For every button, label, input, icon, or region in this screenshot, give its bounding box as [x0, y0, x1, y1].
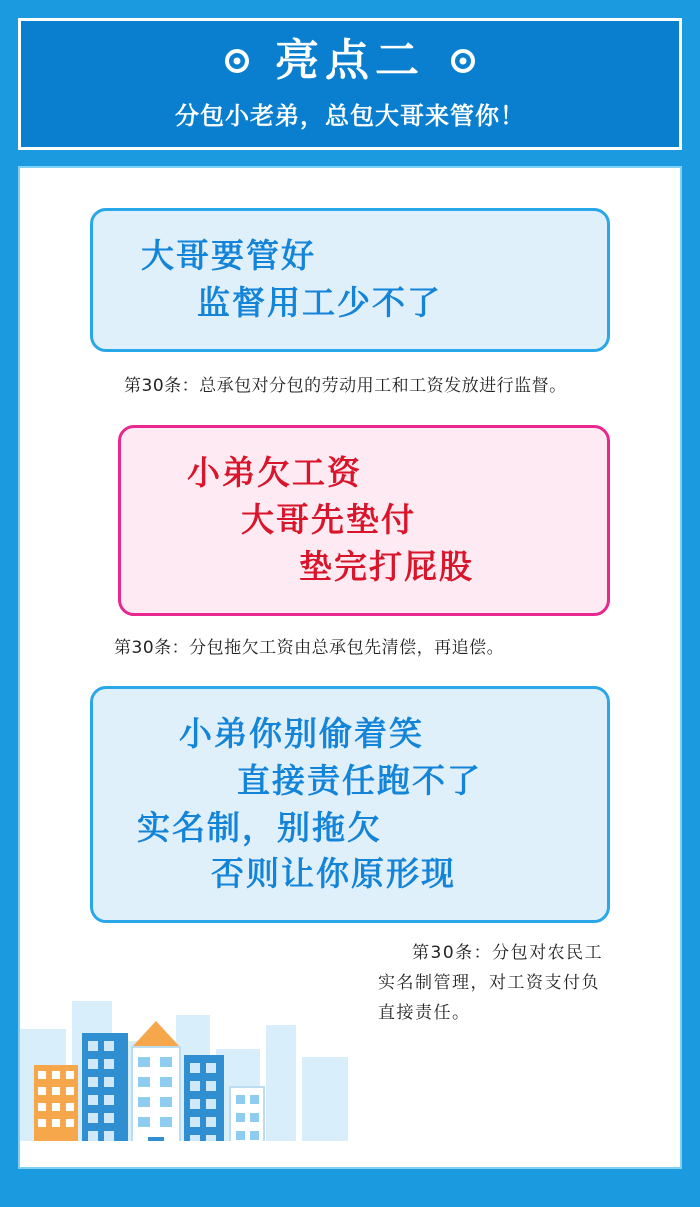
slogan-line: 小弟欠工资: [187, 453, 362, 493]
poster-header: [18, 18, 682, 150]
page-title: 亮点二: [275, 35, 425, 87]
circle-dot-icon-right: [451, 49, 475, 73]
slogan-line: 监督用工少不了: [197, 282, 442, 322]
content-panel: [18, 166, 682, 1169]
content-stack: [20, 168, 680, 1028]
slogan-box-2: [118, 425, 610, 616]
slogan-line: 小弟你别偷着笑: [179, 713, 424, 753]
caption-2: 第30条：分包拖欠工资由总承包先清偿，再追偿。: [114, 638, 505, 659]
slogan-line: 大哥要管好: [141, 236, 316, 275]
footer-strip: [20, 1141, 680, 1167]
header-title-row: [225, 37, 475, 85]
slogan-line: 直接责任跑不了: [237, 760, 482, 800]
caption-3: 第30条：分包对农民工实名制管理，对工资支付负直接责任。: [378, 943, 604, 1023]
header-subtitle: 分包小老弟，总包大哥来管你！: [175, 101, 525, 130]
slogan-box-1: [90, 208, 610, 352]
slogan-line: 垫完打屁股: [299, 547, 474, 587]
slogan-line: 否则让你原形现: [211, 854, 456, 894]
slogan-box-3: [90, 686, 610, 923]
slogan-line: 大哥先垫付: [241, 500, 416, 540]
caption-1: 第30条：总承包对分包的劳动用工和工资发放进行监督。: [124, 375, 567, 396]
circle-dot-icon-left: [225, 49, 249, 73]
slogan-line: 实名制，别拖欠: [137, 807, 382, 847]
